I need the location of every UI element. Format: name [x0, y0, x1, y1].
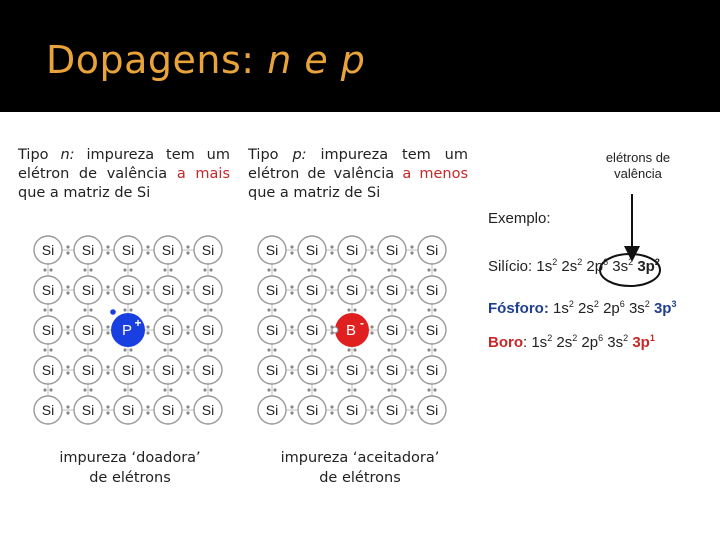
- bond-electron: [410, 245, 413, 248]
- bond-electron: [353, 348, 356, 351]
- bond-electron: [290, 245, 293, 248]
- bond-electron: [393, 348, 396, 351]
- bond-electron: [290, 405, 293, 408]
- silicon-atom-label: Si: [201, 402, 215, 418]
- bond-electron: [290, 291, 293, 294]
- silicon-atom-label: Si: [305, 362, 319, 378]
- silicon-atom-label: Si: [345, 402, 359, 418]
- bond-electron: [209, 348, 212, 351]
- bond-electron: [186, 325, 189, 328]
- bond-electron: [146, 331, 149, 334]
- b-2s: 2s: [556, 334, 573, 351]
- bond-electron: [433, 268, 436, 271]
- bond-electron: [49, 308, 52, 311]
- bond-electron: [313, 268, 316, 271]
- bond-electron: [410, 371, 413, 374]
- bond-electron: [83, 388, 86, 391]
- si-2s-exp: 2: [577, 257, 583, 267]
- bond-electron: [330, 405, 333, 408]
- si-2p-exp: 6: [603, 257, 609, 267]
- bond-electron: [353, 268, 356, 271]
- bond-electron: [347, 268, 350, 271]
- bond-electron: [313, 308, 316, 311]
- n-lead: Tipo: [18, 147, 61, 163]
- bond-electron: [267, 348, 270, 351]
- bond-electron: [129, 348, 132, 351]
- bond-electron: [169, 268, 172, 271]
- bond-electron: [106, 405, 109, 408]
- bond-electron: [66, 291, 69, 294]
- bond-electron: [129, 268, 132, 271]
- bond-electron: [186, 291, 189, 294]
- bond-electron: [203, 308, 206, 311]
- si-3p: 3p: [637, 258, 655, 275]
- bond-electron: [290, 411, 293, 414]
- p-text: impureza tem um elétron de valência: [248, 147, 469, 182]
- silicon-atom-label: Si: [81, 282, 95, 298]
- bond-electron: [106, 325, 109, 328]
- bond-electron: [186, 365, 189, 368]
- silicon-atom-label: Si: [41, 322, 55, 338]
- n-highlight: a mais: [176, 166, 230, 182]
- bond-electron: [146, 371, 149, 374]
- bond-electron: [186, 285, 189, 288]
- p-tail: que a matriz de Si: [248, 185, 381, 201]
- silicon-atom-label: Si: [345, 282, 359, 298]
- bond-electron: [49, 388, 52, 391]
- bond-electron: [49, 268, 52, 271]
- bond-electron: [370, 325, 373, 328]
- silicon-atom-label: Si: [345, 362, 359, 378]
- bond-electron: [387, 308, 390, 311]
- p-label: p:: [292, 147, 307, 163]
- acceptor-caption-line1: impureza ‘aceitadora’: [280, 450, 440, 466]
- donor-caption-line1: impureza ‘doadora’: [59, 450, 201, 466]
- p-type-description: [248, 146, 468, 203]
- bond-electron: [330, 365, 333, 368]
- bond-electron: [66, 365, 69, 368]
- title-bar: [0, 0, 720, 112]
- bond-electron: [433, 348, 436, 351]
- bond-electron: [66, 245, 69, 248]
- silicon-atom-label: Si: [385, 282, 399, 298]
- p-3p-exp: 3: [671, 299, 677, 309]
- b-1s-exp: 2: [547, 333, 553, 343]
- p-3s: 3s: [628, 300, 645, 317]
- bond-electron: [290, 325, 293, 328]
- bond-electron: [146, 251, 149, 254]
- silicon-atom-label: Si: [265, 322, 279, 338]
- bond-electron: [370, 411, 373, 414]
- silicon-atom-label: Si: [121, 282, 135, 298]
- silicon-atom-label: Si: [161, 322, 175, 338]
- bond-electron: [146, 411, 149, 414]
- bond-electron: [410, 285, 413, 288]
- example-label: Exemplo:: [488, 210, 551, 227]
- bond-electron: [106, 245, 109, 248]
- bond-electron: [66, 325, 69, 328]
- bond-electron: [290, 285, 293, 288]
- silicon-atom-label: Si: [305, 282, 319, 298]
- boron-name: Boro: [488, 334, 523, 351]
- p-2p-exp: 6: [619, 299, 625, 309]
- bond-electron: [66, 411, 69, 414]
- valence-label-line2: valência: [614, 166, 662, 181]
- bond-electron: [290, 251, 293, 254]
- boron-configuration: Boro: $1s^2$ $2s^2$ $2p^6$ $3s^2$ $3p^1$: [488, 333, 655, 351]
- n-text: impureza tem um elétron de valência: [18, 147, 230, 182]
- silicon-atom-label: Si: [201, 282, 215, 298]
- bond-electron: [186, 331, 189, 334]
- bond-electron: [89, 308, 92, 311]
- bond-electron: [146, 325, 149, 328]
- bond-electron: [186, 411, 189, 414]
- bond-electron: [290, 371, 293, 374]
- phosphorus-name: Fósforo:: [488, 300, 549, 317]
- silicon-atom-label: Si: [425, 402, 439, 418]
- silicon-atom-label: Si: [201, 322, 215, 338]
- si-3p-exp: 2: [654, 257, 660, 267]
- bond-electron: [89, 388, 92, 391]
- bond-electron: [123, 308, 126, 311]
- bond-electron: [203, 268, 206, 271]
- p-2p: 2p: [603, 300, 620, 317]
- bond-electron: [370, 405, 373, 408]
- silicon-configuration: [488, 258, 660, 275]
- b-1s: 1s: [531, 334, 548, 351]
- bond-electron: [347, 348, 350, 351]
- bond-electron: [330, 245, 333, 248]
- silicon-atom-label: Si: [41, 242, 55, 258]
- silicon-atom-label: Si: [41, 282, 55, 298]
- bond-electron: [387, 268, 390, 271]
- bond-electron: [163, 388, 166, 391]
- bond-electron: [410, 291, 413, 294]
- bond-electron: [330, 251, 333, 254]
- slide-title: [46, 38, 365, 82]
- phosphorus-dopant-symbol: P: [121, 322, 133, 339]
- bond-electron: [123, 268, 126, 271]
- silicon-atom-label: Si: [161, 242, 175, 258]
- bond-electron: [83, 268, 86, 271]
- b-3p: 3p: [632, 334, 650, 351]
- bond-electron: [209, 388, 212, 391]
- silicon-atom-label: Si: [121, 242, 135, 258]
- bond-electron: [267, 268, 270, 271]
- bond-electron: [387, 348, 390, 351]
- bond-electron: [387, 388, 390, 391]
- bond-electron: [163, 308, 166, 311]
- bond-electron: [146, 285, 149, 288]
- silicon-atom-label: Si: [385, 242, 399, 258]
- bond-electron: [273, 268, 276, 271]
- bond-electron: [307, 268, 310, 271]
- silicon-name: Silício:: [488, 258, 533, 275]
- silicon-atom-label: Si: [265, 362, 279, 378]
- b-2s-exp: 2: [572, 333, 578, 343]
- silicon-atom-label: Si: [385, 362, 399, 378]
- silicon-atom-label: Si: [265, 242, 279, 258]
- bond-electron: [410, 331, 413, 334]
- n-label: n:: [60, 147, 75, 163]
- p-lead: Tipo: [248, 147, 293, 163]
- bond-electron: [89, 268, 92, 271]
- silicon-atom-label: Si: [41, 362, 55, 378]
- bond-electron: [330, 411, 333, 414]
- boron-dopant-charge: -: [360, 316, 364, 330]
- bond-electron: [169, 388, 172, 391]
- bond-electron: [106, 291, 109, 294]
- donor-caption: [40, 448, 220, 488]
- p-3s-exp: 2: [644, 299, 650, 309]
- n-type-lattice-diagram: [28, 230, 228, 430]
- bond-electron: [66, 331, 69, 334]
- bond-electron: [273, 388, 276, 391]
- bond-electron: [186, 371, 189, 374]
- bond-electron: [49, 348, 52, 351]
- bond-electron: [393, 388, 396, 391]
- bond-electron: [146, 291, 149, 294]
- title-italic: n e p: [267, 38, 366, 82]
- bond-electron: [209, 268, 212, 271]
- bond-electron: [410, 411, 413, 414]
- bond-electron: [163, 268, 166, 271]
- bond-electron: [313, 388, 316, 391]
- n-tail: que a matriz de Si: [18, 185, 151, 201]
- bond-electron: [203, 348, 206, 351]
- p-2s-exp: 2: [593, 299, 599, 309]
- bond-electron: [370, 365, 373, 368]
- b-3s: 3s: [607, 334, 624, 351]
- p-2s: 2s: [578, 300, 594, 317]
- bond-electron: [347, 388, 350, 391]
- boron-dopant-symbol: B: [345, 322, 357, 339]
- phosphorus-configuration: [488, 300, 677, 317]
- bond-electron: [307, 348, 310, 351]
- bond-electron: [186, 405, 189, 408]
- silicon-atom-label: Si: [425, 242, 439, 258]
- bond-electron: [83, 308, 86, 311]
- silicon-atom-label: Si: [425, 362, 439, 378]
- acceptor-caption: [270, 448, 450, 488]
- bond-electron: [43, 308, 46, 311]
- bond-electron: [410, 251, 413, 254]
- silicon-atom-label: Si: [161, 282, 175, 298]
- donor-caption-line2: de elétrons: [89, 470, 171, 486]
- bond-electron: [43, 348, 46, 351]
- bond-electron: [433, 388, 436, 391]
- bond-electron: [427, 268, 430, 271]
- bond-electron: [106, 371, 109, 374]
- bond-electron: [330, 285, 333, 288]
- bond-electron: [370, 285, 373, 288]
- silicon-atom-label: Si: [265, 282, 279, 298]
- si-1s-exp: 2: [552, 257, 558, 267]
- b-2p-exp: 6: [598, 333, 604, 343]
- bond-electron: [129, 308, 132, 311]
- bond-electron: [290, 331, 293, 334]
- p-1s-exp: 2: [568, 299, 574, 309]
- free-electron: [110, 309, 116, 315]
- b-3p-exp: 1: [649, 333, 655, 343]
- bond-electron: [433, 308, 436, 311]
- bond-electron: [66, 251, 69, 254]
- bond-electron: [66, 405, 69, 408]
- hole: [332, 327, 338, 333]
- silicon-atom-label: Si: [305, 242, 319, 258]
- silicon-atom-label: Si: [121, 402, 135, 418]
- silicon-atom-label: Si: [81, 362, 95, 378]
- silicon-atom-label: Si: [201, 362, 215, 378]
- bond-electron: [129, 388, 132, 391]
- silicon-atom-label: Si: [305, 322, 319, 338]
- title-main: Dopagens:: [46, 38, 268, 82]
- bond-electron: [169, 348, 172, 351]
- bond-electron: [370, 245, 373, 248]
- bond-electron: [106, 285, 109, 288]
- bond-electron: [353, 388, 356, 391]
- b-2p: 2p: [581, 334, 599, 351]
- valence-label-line1: elétrons de: [605, 150, 671, 165]
- silicon-atom-label: Si: [305, 402, 319, 418]
- silicon-atom-label: Si: [81, 322, 95, 338]
- bond-electron: [163, 348, 166, 351]
- silicon-atom-label: Si: [385, 322, 399, 338]
- bond-electron: [273, 308, 276, 311]
- silicon-atom-label: Si: [81, 402, 95, 418]
- b-3s-exp: 2: [623, 333, 629, 343]
- bond-electron: [427, 348, 430, 351]
- bond-electron: [393, 268, 396, 271]
- bond-electron: [347, 308, 350, 311]
- n-type-description: [18, 146, 230, 203]
- bond-electron: [313, 348, 316, 351]
- bond-electron: [290, 365, 293, 368]
- acceptor-caption-line2: de elétrons: [319, 470, 401, 486]
- bond-electron: [146, 405, 149, 408]
- p-type-lattice-diagram: [252, 230, 452, 430]
- bond-electron: [66, 285, 69, 288]
- bond-electron: [393, 308, 396, 311]
- silicon-atom-label: Si: [385, 402, 399, 418]
- silicon-atom-label: Si: [41, 402, 55, 418]
- bond-electron: [123, 388, 126, 391]
- silicon-atom-label: Si: [161, 402, 175, 418]
- bond-electron: [89, 348, 92, 351]
- bond-electron: [43, 388, 46, 391]
- silicon-atom-label: Si: [161, 362, 175, 378]
- si-2p: 2p: [586, 258, 604, 275]
- p-highlight: a menos: [402, 166, 468, 182]
- bond-electron: [186, 251, 189, 254]
- silicon-atom-label: Si: [425, 322, 439, 338]
- bond-electron: [267, 388, 270, 391]
- bond-electron: [123, 348, 126, 351]
- bond-electron: [370, 291, 373, 294]
- p-3p: 3p: [653, 300, 672, 317]
- bond-electron: [267, 308, 270, 311]
- phosphorus-dopant-charge: +: [134, 316, 142, 330]
- bond-electron: [203, 388, 206, 391]
- bond-electron: [83, 348, 86, 351]
- bond-electron: [427, 308, 430, 311]
- bond-electron: [146, 365, 149, 368]
- bond-electron: [169, 308, 172, 311]
- bond-electron: [410, 365, 413, 368]
- bond-electron: [307, 388, 310, 391]
- bond-electron: [410, 405, 413, 408]
- bond-electron: [370, 331, 373, 334]
- p-1s: 1s: [553, 300, 569, 317]
- bond-electron: [106, 365, 109, 368]
- si-1s: 1s: [536, 258, 553, 275]
- si-3s: 3s: [612, 258, 629, 275]
- si-3s-exp: 2: [628, 257, 634, 267]
- bond-electron: [106, 251, 109, 254]
- silicon-atom-label: Si: [425, 282, 439, 298]
- bond-electron: [209, 308, 212, 311]
- bond-electron: [43, 268, 46, 271]
- bond-electron: [370, 371, 373, 374]
- bond-electron: [66, 371, 69, 374]
- bond-electron: [427, 388, 430, 391]
- bond-electron: [353, 308, 356, 311]
- silicon-atom-label: Si: [121, 362, 135, 378]
- bond-electron: [106, 331, 109, 334]
- bond-electron: [370, 251, 373, 254]
- bond-electron: [410, 325, 413, 328]
- bond-electron: [186, 245, 189, 248]
- bond-electron: [307, 308, 310, 311]
- silicon-atom-label: Si: [201, 242, 215, 258]
- si-2s: 2s: [561, 258, 578, 275]
- bond-electron: [106, 411, 109, 414]
- bond-electron: [273, 348, 276, 351]
- bond-electron: [146, 245, 149, 248]
- bond-electron: [330, 371, 333, 374]
- silicon-atom-label: Si: [345, 242, 359, 258]
- valence-electrons-label: [590, 150, 686, 182]
- silicon-atom-label: Si: [265, 402, 279, 418]
- silicon-atom-label: Si: [81, 242, 95, 258]
- bond-electron: [330, 291, 333, 294]
